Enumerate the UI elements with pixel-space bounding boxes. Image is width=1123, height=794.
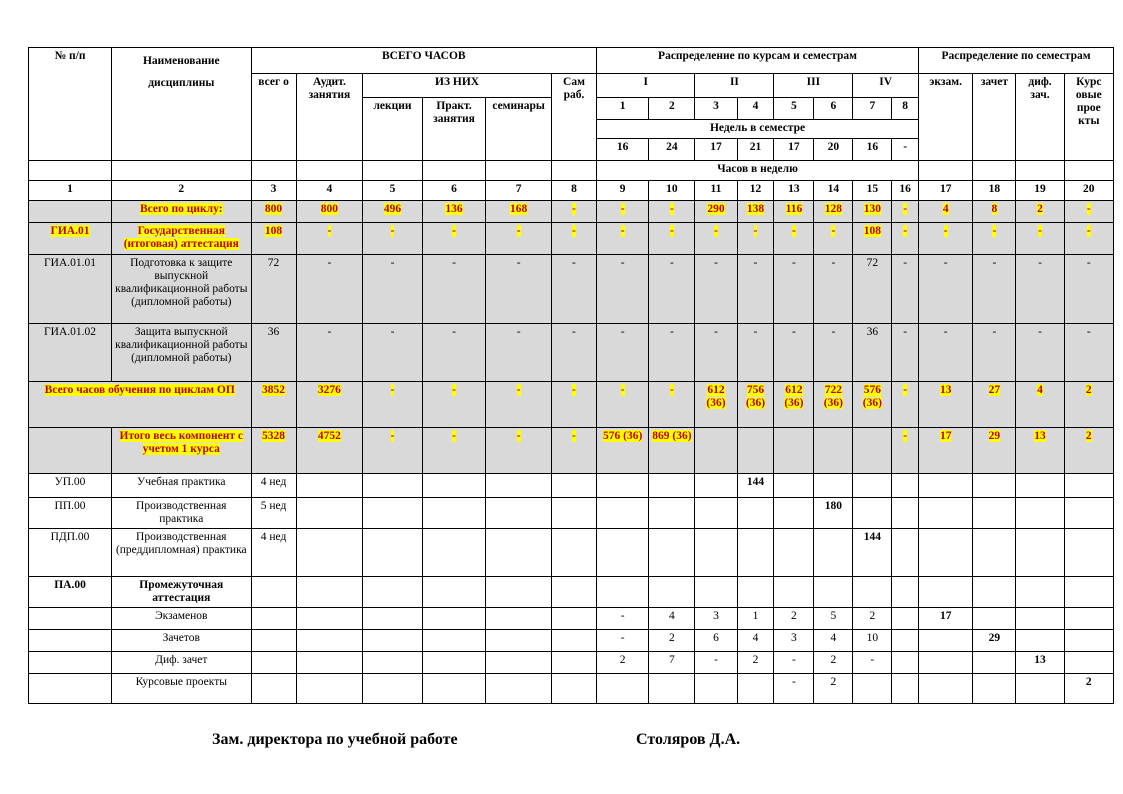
row-code: ГИА.01.01	[29, 255, 112, 324]
cell: 144	[853, 529, 892, 577]
cell: -	[774, 674, 814, 704]
cell: -	[597, 223, 649, 255]
cell: -	[1064, 255, 1113, 324]
cell: -	[695, 255, 737, 324]
cell: 800	[296, 201, 363, 223]
cell: 36	[251, 324, 296, 382]
header-weeks: -	[892, 139, 919, 161]
cell: 5328	[251, 428, 296, 474]
col-number: 12	[737, 181, 774, 201]
cell: -	[363, 324, 422, 382]
header-spacer	[973, 161, 1016, 181]
cell	[737, 674, 774, 704]
cell	[695, 674, 737, 704]
header-spacer	[363, 161, 422, 181]
cell: 5	[814, 608, 853, 630]
row-code: ПП.00	[29, 498, 112, 529]
header-weeks: 24	[649, 139, 695, 161]
cell	[892, 652, 919, 674]
cell: -	[1064, 223, 1113, 255]
cell: -	[422, 382, 486, 428]
header-audit: Аудит. занятия	[296, 74, 363, 161]
cell: 108	[853, 223, 892, 255]
row-name: Подготовка к защите выпускной квалификационной работы (дипломной работы)	[112, 255, 251, 324]
cell: 29	[973, 630, 1016, 652]
row-code	[29, 201, 112, 223]
cell: -	[1064, 324, 1113, 382]
cell: -	[892, 223, 919, 255]
row-name: Курсовые проекты	[112, 674, 251, 704]
row-code: УП.00	[29, 474, 112, 498]
column-numbers-row	[29, 181, 1114, 201]
header-spacer	[551, 161, 596, 181]
cell: 180	[814, 498, 853, 529]
cell: -	[1064, 201, 1113, 223]
header-total-hours: ВСЕГО ЧАСОВ	[251, 48, 597, 74]
cell: -	[486, 428, 552, 474]
cell: 869 (36)	[649, 428, 695, 474]
col-number: 19	[1016, 181, 1064, 201]
cell: 5 нед	[251, 498, 296, 529]
cell: -	[695, 324, 737, 382]
cell: 290	[695, 201, 737, 223]
header-kursovye: Курс овые прое кты	[1064, 74, 1113, 161]
header-iz-nih: ИЗ НИХ	[363, 74, 552, 98]
cell	[892, 674, 919, 704]
row-kp	[29, 674, 1114, 704]
header-spacer	[486, 161, 552, 181]
col-number: 5	[363, 181, 422, 201]
row-pdp	[29, 529, 1114, 577]
cell: -	[597, 382, 649, 428]
header-semester: 1	[597, 98, 649, 120]
cell: 612 (36)	[774, 382, 814, 428]
cell: -	[422, 255, 486, 324]
cell: 17	[919, 428, 973, 474]
cell: -	[363, 428, 422, 474]
cell: 7	[649, 652, 695, 674]
cell: 2	[1064, 428, 1113, 474]
cell: 6	[695, 630, 737, 652]
cell: -	[649, 201, 695, 223]
cell: 29	[973, 428, 1016, 474]
cell: -	[973, 324, 1016, 382]
cell: -	[892, 201, 919, 223]
cell: 3852	[251, 382, 296, 428]
row-code: ПДП.00	[29, 529, 112, 577]
cell	[853, 428, 892, 474]
row-code: ГИА.01	[29, 223, 112, 255]
cell: 4 нед	[251, 529, 296, 577]
row-name: Защита выпускной квалификационной работы (дипломной работы)	[112, 324, 251, 382]
header-semester: 7	[853, 98, 892, 120]
header-semester: 4	[737, 98, 774, 120]
cell: -	[695, 652, 737, 674]
row-name: Промежуточная аттестация	[112, 577, 251, 608]
row-total-cycle	[29, 201, 1114, 223]
header-sam: Сам раб.	[551, 74, 596, 161]
cell: 17	[919, 608, 973, 630]
cell: -	[737, 255, 774, 324]
cell: -	[363, 223, 422, 255]
col-number: 17	[919, 181, 973, 201]
cell: 800	[251, 201, 296, 223]
cell: -	[695, 223, 737, 255]
cell: 3	[695, 608, 737, 630]
cell: 756 (36)	[737, 382, 774, 428]
header-vsego: всег о	[251, 74, 296, 161]
row-code: ПА.00	[29, 577, 112, 608]
cell: -	[737, 223, 774, 255]
header-distribution-semesters: Распределение по семестрам	[919, 48, 1114, 74]
cell: 4	[737, 630, 774, 652]
cell: 2	[1016, 201, 1064, 223]
cell: 116	[774, 201, 814, 223]
row-name: Экзаменов	[112, 608, 251, 630]
cell: -	[296, 324, 363, 382]
col-number: 13	[774, 181, 814, 201]
cell: -	[774, 652, 814, 674]
cell: 4752	[296, 428, 363, 474]
header-course-4: IV	[853, 74, 919, 98]
cell: -	[814, 324, 853, 382]
col-number: 3	[251, 181, 296, 201]
cell: 138	[737, 201, 774, 223]
cell: -	[1016, 324, 1064, 382]
cell: 8	[973, 201, 1016, 223]
col-number: 2	[112, 181, 251, 201]
col-number: 15	[853, 181, 892, 201]
cell: -	[973, 223, 1016, 255]
header-spacer	[29, 161, 112, 181]
header-weeks: 21	[737, 139, 774, 161]
cell: -	[551, 223, 596, 255]
row-up	[29, 474, 1114, 498]
curriculum-table	[28, 47, 1114, 704]
row-name: Зачетов	[112, 630, 251, 652]
header-course-2: II	[695, 74, 774, 98]
row-dif	[29, 652, 1114, 674]
cell: 576 (36)	[597, 428, 649, 474]
header-course-1: I	[597, 74, 695, 98]
header-weeks: 17	[695, 139, 737, 161]
cell: 3	[774, 630, 814, 652]
cell: 2	[597, 652, 649, 674]
cell: -	[422, 223, 486, 255]
col-number: 8	[551, 181, 596, 201]
header-spacer	[1016, 161, 1064, 181]
cell: -	[814, 223, 853, 255]
row-gia0102	[29, 324, 1114, 382]
cell: 72	[853, 255, 892, 324]
cell: 2	[814, 652, 853, 674]
row-code: ГИА.01.02	[29, 324, 112, 382]
header-semester: 5	[774, 98, 814, 120]
cell: -	[597, 255, 649, 324]
row-pp	[29, 498, 1114, 529]
header-semester: 3	[695, 98, 737, 120]
row-gia01	[29, 223, 1114, 255]
cell: -	[892, 382, 919, 428]
footer-position: Зам. директора по учебной работе	[212, 731, 458, 748]
cell	[774, 428, 814, 474]
cell	[853, 674, 892, 704]
header-spacer	[296, 161, 363, 181]
cell: -	[597, 608, 649, 630]
cell	[814, 428, 853, 474]
cell: -	[919, 324, 973, 382]
cell: -	[363, 382, 422, 428]
cell	[892, 630, 919, 652]
col-number: 10	[649, 181, 695, 201]
header-weeks-label: Недель в семестре	[597, 120, 919, 139]
cell: 4	[814, 630, 853, 652]
row-code	[29, 428, 112, 474]
cell: -	[649, 223, 695, 255]
cell: -	[486, 255, 552, 324]
cell: -	[853, 652, 892, 674]
cell: 2	[649, 630, 695, 652]
cell: -	[892, 255, 919, 324]
row-name: Государственная (итоговая) аттестация	[112, 223, 251, 255]
cell: 2	[1064, 674, 1113, 704]
col-number: 18	[973, 181, 1016, 201]
cell: 27	[973, 382, 1016, 428]
cell: 13	[1016, 428, 1064, 474]
cell: -	[296, 223, 363, 255]
cell: 4 нед	[251, 474, 296, 498]
cell: -	[649, 255, 695, 324]
col-number: 16	[892, 181, 919, 201]
cell: -	[919, 223, 973, 255]
col-number: 14	[814, 181, 853, 201]
cell: -	[774, 223, 814, 255]
cell: -	[486, 382, 552, 428]
header-spacer	[112, 161, 251, 181]
cell: -	[814, 255, 853, 324]
header-weeks: 17	[774, 139, 814, 161]
cell: -	[1016, 255, 1064, 324]
cell: -	[551, 428, 596, 474]
header-course-3: III	[774, 74, 853, 98]
cell: -	[422, 428, 486, 474]
header-lectures: лекции	[363, 98, 422, 161]
cell: -	[774, 324, 814, 382]
cell: -	[296, 255, 363, 324]
row-exams	[29, 608, 1114, 630]
row-itogo	[29, 428, 1114, 474]
cell: 576 (36)	[853, 382, 892, 428]
cell: -	[1016, 223, 1064, 255]
cell: -	[422, 324, 486, 382]
row-pa	[29, 577, 1114, 608]
header-weeks: 16	[597, 139, 649, 161]
row-name: Производственная (преддипломная) практика	[112, 529, 251, 577]
cell: -	[919, 255, 973, 324]
cell: 136	[422, 201, 486, 223]
header-semester: 2	[649, 98, 695, 120]
header-practical: Практ. занятия	[422, 98, 486, 161]
row-zachety	[29, 630, 1114, 652]
cell: -	[597, 201, 649, 223]
cell: 612 (36)	[695, 382, 737, 428]
cell	[892, 608, 919, 630]
cell: 36	[853, 324, 892, 382]
cell: 4	[649, 608, 695, 630]
header-semester: 8	[892, 98, 919, 120]
cell: 130	[853, 201, 892, 223]
cell: -	[649, 324, 695, 382]
row-total-op	[29, 382, 1114, 428]
header-dif: диф. зач.	[1016, 74, 1064, 161]
cell	[597, 674, 649, 704]
col-number: 7	[486, 181, 552, 201]
col-number: 6	[422, 181, 486, 201]
cell: 1	[737, 608, 774, 630]
header-spacer	[1064, 161, 1113, 181]
header-hours-label: Часов в неделю	[597, 161, 919, 181]
cell: 2	[1064, 382, 1113, 428]
row-name: Производственная практика	[112, 498, 251, 529]
cell: -	[551, 382, 596, 428]
col-number: 11	[695, 181, 737, 201]
cell: 2	[853, 608, 892, 630]
cell: 128	[814, 201, 853, 223]
cell: -	[597, 324, 649, 382]
header-weeks: 16	[853, 139, 892, 161]
header-name: Наименование дисциплины	[112, 48, 251, 161]
cell: 10	[853, 630, 892, 652]
cell	[695, 428, 737, 474]
cell: 72	[251, 255, 296, 324]
cell: 168	[486, 201, 552, 223]
cell: -	[774, 255, 814, 324]
header-distribution-courses: Распределение по курсам и семестрам	[597, 48, 919, 74]
cell: -	[486, 324, 552, 382]
header-exam: экзам.	[919, 74, 973, 161]
header-seminars: семинары	[486, 98, 552, 161]
cell	[649, 674, 695, 704]
row-gia0101	[29, 255, 1114, 324]
cell: 4	[919, 201, 973, 223]
cell: 144	[737, 474, 774, 498]
row-name: Итого весь компонент с учетом 1 курса	[112, 428, 251, 474]
cell: 722 (36)	[814, 382, 853, 428]
cell: -	[363, 255, 422, 324]
row-name: Диф. зачет	[112, 652, 251, 674]
cell: 2	[814, 674, 853, 704]
cell: 13	[919, 382, 973, 428]
col-number: 4	[296, 181, 363, 201]
col-number: 1	[29, 181, 112, 201]
cell: -	[597, 630, 649, 652]
col-number: 9	[597, 181, 649, 201]
header-zachet: зачет	[973, 74, 1016, 161]
cell: 2	[737, 652, 774, 674]
cell: -	[892, 324, 919, 382]
header-semester: 6	[814, 98, 853, 120]
cell: 3276	[296, 382, 363, 428]
header-spacer	[919, 161, 973, 181]
cell: -	[892, 428, 919, 474]
cell: 108	[251, 223, 296, 255]
cell: 2	[774, 608, 814, 630]
cell: -	[649, 382, 695, 428]
header-num: № п/п	[29, 48, 112, 161]
cell: -	[973, 255, 1016, 324]
cell: 13	[1016, 652, 1064, 674]
cell: -	[551, 255, 596, 324]
cell	[737, 428, 774, 474]
header-weeks: 20	[814, 139, 853, 161]
cell: -	[737, 324, 774, 382]
cell: -	[551, 324, 596, 382]
row-name: Всего по циклу:	[112, 201, 251, 223]
cell: 496	[363, 201, 422, 223]
header-spacer	[422, 161, 486, 181]
footer-person: Столяров Д.А.	[636, 731, 741, 748]
row-name: Всего часов обучения по циклам ОП	[29, 382, 252, 428]
header-spacer	[251, 161, 296, 181]
cell: 4	[1016, 382, 1064, 428]
row-name: Учебная практика	[112, 474, 251, 498]
cell: -	[486, 223, 552, 255]
cell: -	[551, 201, 596, 223]
col-number: 20	[1064, 181, 1113, 201]
